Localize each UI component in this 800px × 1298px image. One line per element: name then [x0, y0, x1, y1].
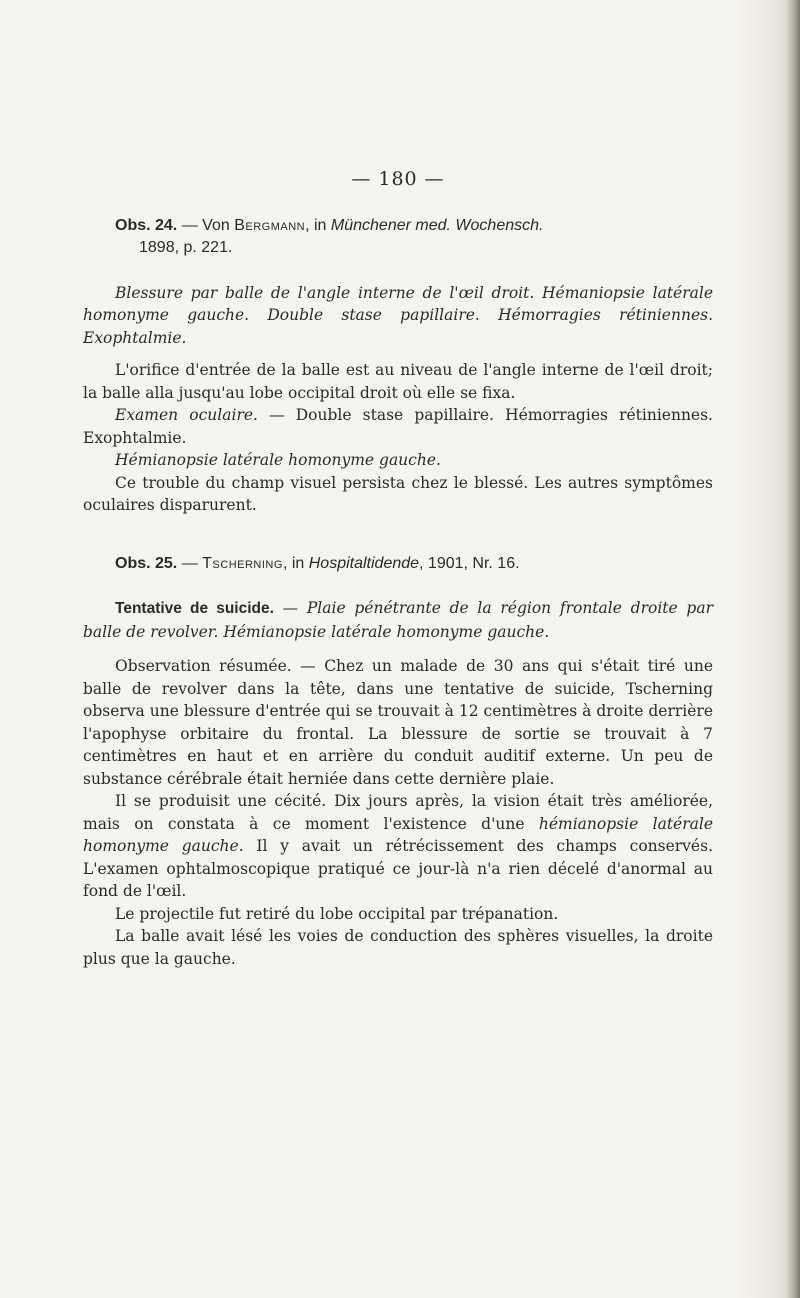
obs-24-paragraph-1: L'orifice d'entrée de la balle est au niveau de l'angle interne de l'œil droit; la balle alla jusqu'au lobe occipital droit où elle se fixa.	[83, 361, 713, 402]
obs-25-paragraph-2-a: Il se produisit une cécité. Dix jours après, la vision était très améliorée, mais on constata à ce moment l'existence d'une	[83, 792, 713, 833]
observation-25	[83, 553, 713, 971]
obs-24-journal: Münchener med. Wochensch.	[330, 216, 544, 234]
obs-25-paragraph-2	[83, 790, 713, 903]
obs-24-paragraph-4: Ce trouble du champ visuel persista chez le blessé. Les autres symptômes oculaires disparurent.	[83, 473, 713, 514]
obs-25-heading	[83, 553, 713, 576]
obs-25-journal: Hospitaltidende	[308, 554, 420, 572]
obs-24-label: Obs. 24.	[115, 216, 178, 234]
obs-25-paragraph-2-italic: hémianopsie latérale homonyme gauche	[83, 814, 714, 855]
obs-25-summary-text: — Plaie pénétrante de la région frontale droite par balle de revolver. Hémianopsie latérale homonyme gauche.	[83, 599, 713, 641]
obs-24-exam-text: — Double stase papillaire. Hémorragies rétiniennes. Exophtalmie.	[83, 406, 713, 447]
obs-24-paragraph-2	[83, 404, 713, 449]
obs-24-reference: 1898, p. 221.	[139, 239, 233, 256]
page-content	[83, 168, 713, 970]
obs-25-in: , in	[282, 554, 305, 572]
obs-25-paragraph-3: Le projectile fut retiré du lobe occipital par trépanation.	[115, 904, 559, 923]
obs-25-paragraph-2-b: . Il y avait un rétrécissement des champs conservés. L'examen ophtalmoscopique pratiqué ce jour-là n'a rien décelé d'anormal au fond de l'œil.	[83, 837, 713, 900]
obs-24-exam-heading: Examen oculaire.	[115, 406, 258, 424]
obs-25-dash: —	[181, 554, 198, 572]
obs-24-summary: Blessure par balle de l'angle interne de l'œil droit. Hémaniopsie latérale homonyme gauche. Double stase papillaire. Hémorragies rétiniennes. Exophtalmie.	[83, 283, 713, 347]
obs-24-dash: —	[181, 216, 198, 234]
obs-24-in: , in	[305, 216, 327, 234]
obs-24-author: Bergmann	[234, 216, 306, 234]
page-edge-shadow	[786, 0, 800, 1298]
observation-24	[83, 215, 713, 517]
obs-25-paragraph-1: Observation résumée. — Chez un malade de 30 ans qui s'était tiré une balle de revolver dans la tête, dans une tentative de suicide, Tscherning observa une blessure d'entrée qui se trouvait à 12 centimètres à droite derrière l'apophyse orbitaire du frontal. La blessure de sortie se trouvait à 7 centimètres en haut et en arrière du conduit auditif externe. Un peu de substance cérébrale était herniée dans cette dernière plaie.	[83, 657, 713, 788]
obs-25-paragraph-4: La balle avait lésé les voies de conduction des sphères visuelles, la droite plus que la gauche.	[83, 927, 713, 968]
obs-24-heading	[83, 215, 713, 238]
obs-25-label: Obs. 25.	[115, 554, 178, 572]
obs-24-paragraph-3: Hémianopsie latérale homonyme gauche.	[115, 451, 441, 469]
obs-24-author-prefix: Von	[202, 216, 230, 234]
obs-25-reference: , 1901, Nr. 16.	[419, 554, 520, 572]
obs-25-summary	[83, 597, 713, 643]
obs-25-author: Tscherning	[202, 554, 283, 572]
page-number: — 180 —	[351, 168, 445, 190]
obs-25-summary-heading: Tentative de suicide.	[115, 600, 274, 617]
